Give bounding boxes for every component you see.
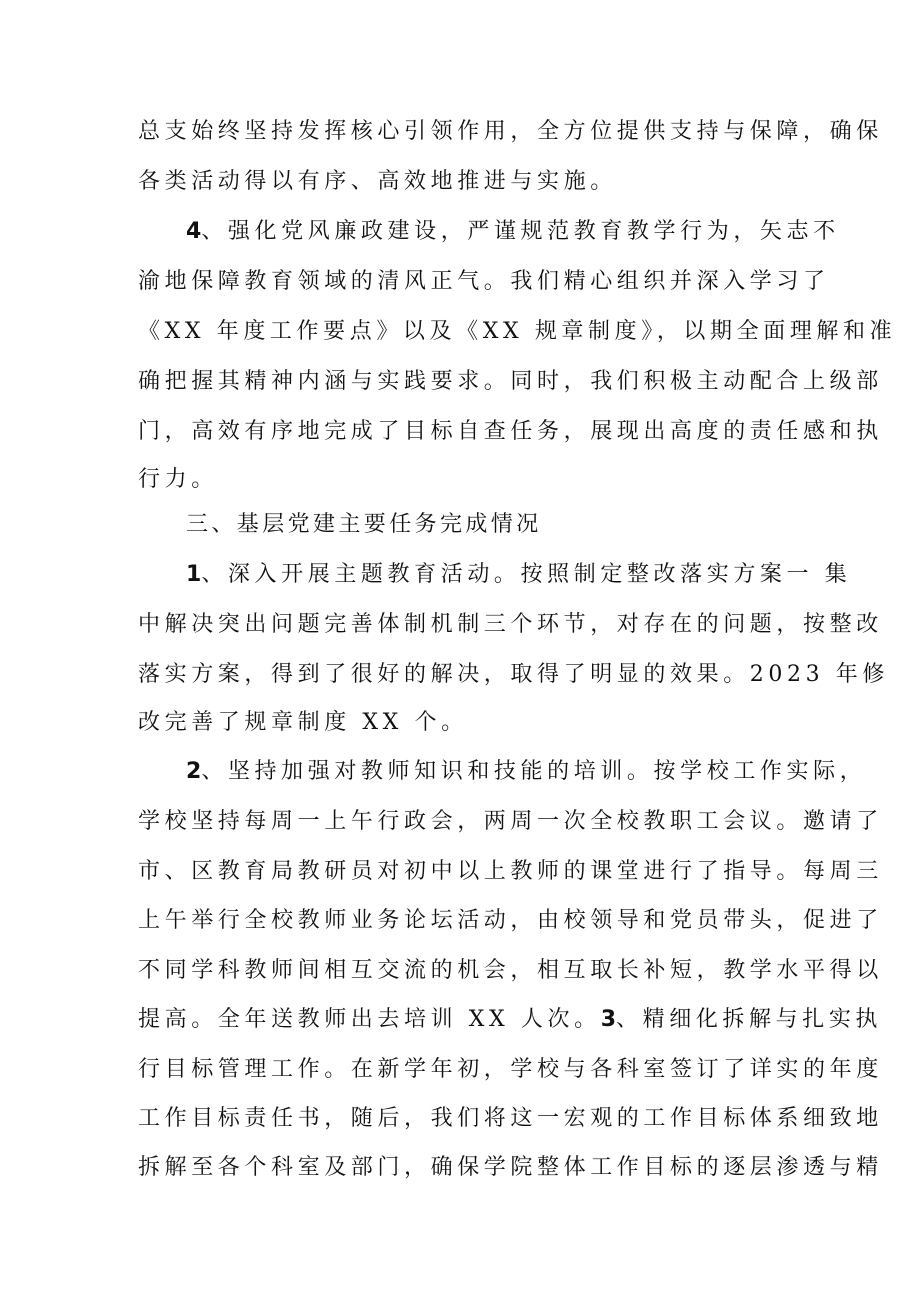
paragraph-line: 学校坚持每周一上午行政会，两周一次全校教职工会议。邀请了: [138, 809, 883, 834]
paragraph-text: 、坚持加强对教师知识和技能的培训。按学校工作实际，: [201, 759, 867, 784]
paragraph-line: [138, 1009, 882, 1031]
paragraph-line: 确把握其精神内涵与实践要求。同时，我们积极主动配合上级部: [138, 369, 883, 394]
paragraph-first-line: [186, 761, 866, 783]
section-heading: 三、基层党建主要任务完成情况: [186, 512, 542, 537]
paragraph-line: 《XX 年度工作要点》以及《XX 规章制度》，以期全面理解和准: [138, 319, 897, 344]
paragraph-line: 行目标管理工作。在新学年初，学校与各科室签订了详实的年度: [138, 1057, 883, 1082]
paragraph-line: 门，高效有序地完成了目标自查任务，展现出高度的责任感和执: [138, 419, 883, 444]
paragraph-line: 拆解至各个科室及部门，确保学院整体工作目标的逐层渗透与精: [138, 1155, 883, 1180]
item-number: 4: [186, 219, 202, 244]
paragraph-text: 、深入开展主题教育活动。按照制定整改落实方案一 集: [201, 562, 852, 587]
paragraph-line: 改完善了规章制度 XX 个。: [138, 710, 468, 735]
paragraph-line: 工作目标责任书，随后，我们将这一宏观的工作目标体系细致地: [138, 1106, 883, 1131]
paragraph-line: 行力。: [138, 467, 218, 492]
item-number: 3: [600, 1007, 617, 1032]
paragraph-first-line: [186, 564, 851, 586]
paragraph-line: 落实方案，得到了很好的解决，取得了明显的效果。2023 年修: [138, 662, 889, 687]
paragraph-line: 上午举行全校教师业务论坛活动，由校领导和党员带头，促进了: [138, 908, 883, 933]
item-number: 2: [186, 759, 202, 784]
paragraph-line: 总支始终坚持发挥核心引领作用，全方位提供支持与保障，确保: [138, 119, 883, 144]
paragraph-line: 渝地保障教育领域的清风正气。我们精心组织并深入学习了: [138, 269, 830, 294]
paragraph-text: 提高。全年送教师出去培训 XX 人次。: [138, 1007, 601, 1032]
item-number: 1: [186, 562, 202, 587]
paragraph-text: 、强化党风廉政建设，严谨规范教育教学行为，矢志不: [201, 219, 840, 244]
paragraph-line: 市、区教育局教研员对初中以上教师的课堂进行了指导。每周三: [138, 859, 883, 884]
paragraph-first-line: [186, 221, 840, 243]
paragraph-line: 不同学科教师间相互交流的机会，相互取长补短，教学水平得以: [138, 958, 883, 983]
paragraph-line: 中解决突出问题完善体制机制三个环节，对存在的问题，按整改: [138, 612, 883, 637]
paragraph-line: 各类活动得以有序、高效地推进与实施。: [138, 169, 617, 194]
paragraph-text: 、精细化拆解与扎实执: [616, 1007, 883, 1032]
